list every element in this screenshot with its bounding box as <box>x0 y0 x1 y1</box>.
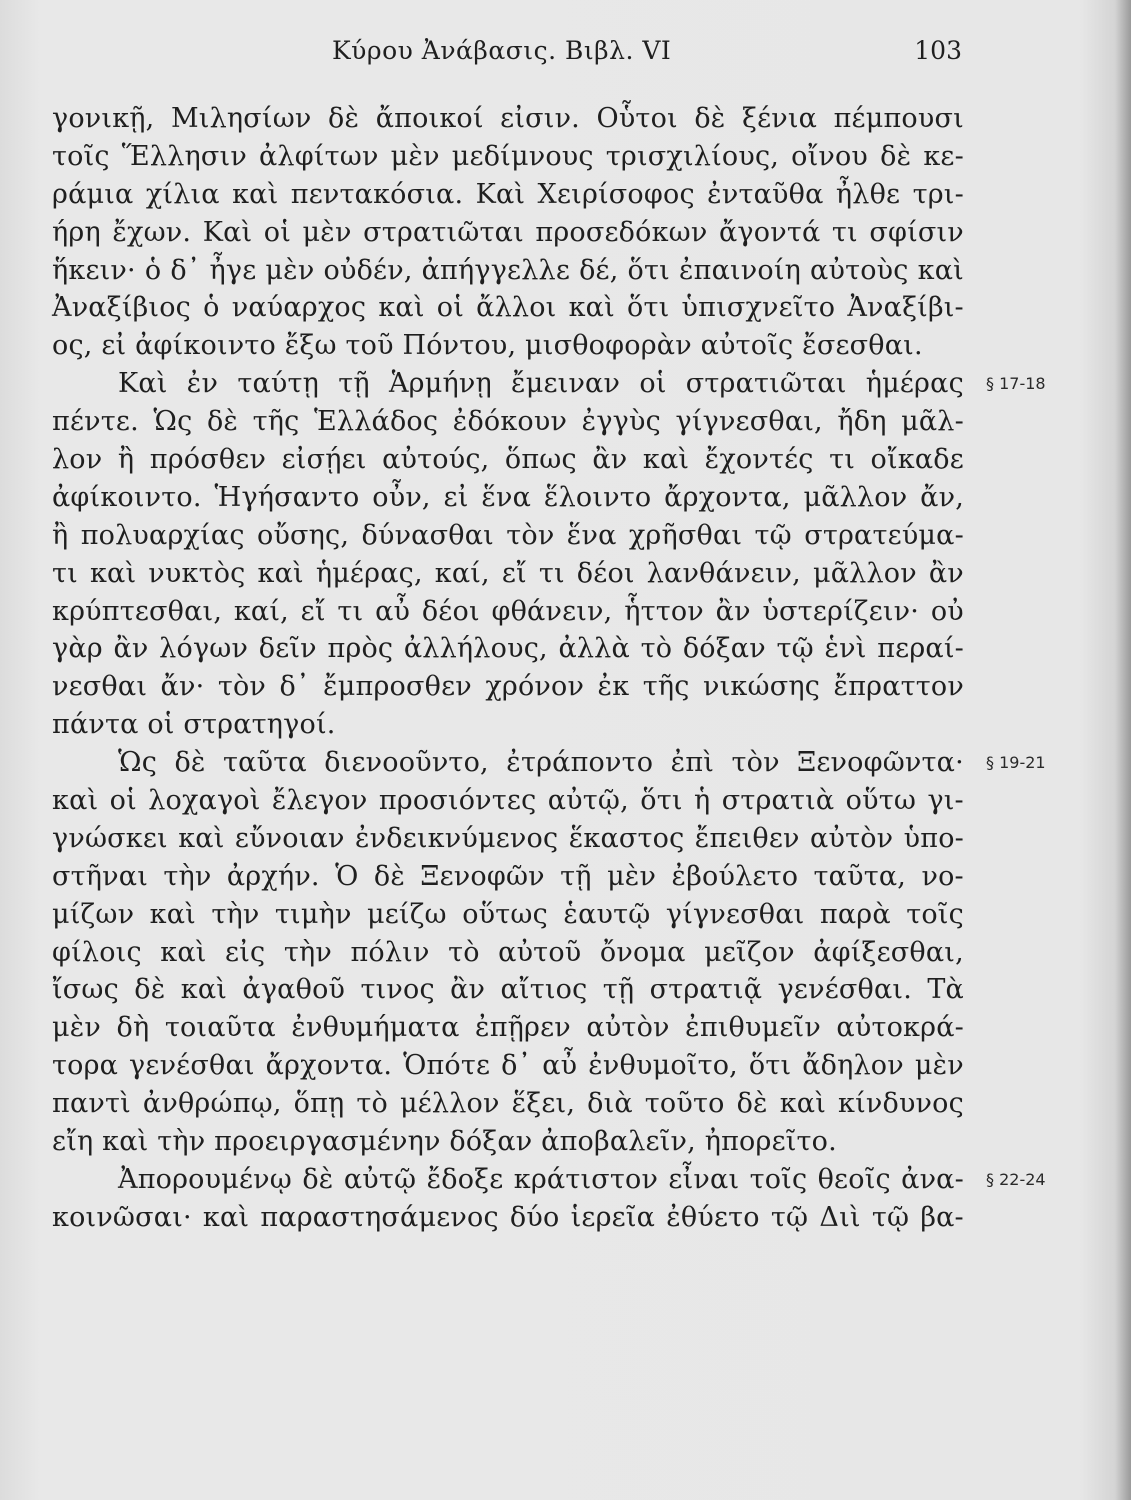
text-line: φίλοις καὶ εἰς τὴν πόλιν τὸ αὐτοῦ ὄνομα μεῖζον ἀφίξεσθαι, <box>52 936 964 968</box>
text-line: μίζων καὶ τὴν τιμὴν μείζω οὕτως ἑαυτῷ γίγνεσθαι παρὰ τοῖς <box>52 898 964 930</box>
text-line: ἀφίκοιντο. Ἡγήσαντο οὖν, εἰ ἕνα ἕλοιντο ἄρχοντα, μᾶλλον ἄν, <box>52 481 964 513</box>
text-line: ἴσως δὲ καὶ ἀγαθοῦ τινος ἂν αἴτιος τῇ στρατιᾷ γενέσθαι. Τὰ <box>52 974 964 1006</box>
text-line: πάντα οἱ στρατηγοί. <box>52 709 336 741</box>
text-line: τι καὶ νυκτὸς καὶ ἡμέρας, καί, εἴ τι δέοι λανθάνειν, μᾶλλον ἂν <box>52 557 964 589</box>
running-title: Κύρου Ἀνάβασις. Βιβλ. VI <box>332 36 672 65</box>
section-marker: § 17-18 <box>986 374 1046 394</box>
text-line: ἥκειν· ὁ δ᾽ ἦγε μὲν οὐδέν, ἀπήγγελλε δέ, ὅτι ἐπαινοίη αὐτοὺς καὶ <box>52 254 964 286</box>
text-line: γὰρ ἂν λόγων δεῖν πρὸς ἀλλήλους, ἀλλὰ τὸ δόξαν τῷ ἑνὶ περαί- <box>52 633 964 665</box>
section-marker: § 22-24 <box>986 1170 1046 1190</box>
text-line: Ἀπορουμένῳ δὲ αὐτῷ ἔδοξε κράτιστον εἶναι τοῖς θεοῖς ἀνα- <box>118 1163 964 1195</box>
body-text <box>52 100 964 1237</box>
text-line: παντὶ ἀνθρώπῳ, ὅπῃ τὸ μέλλον ἕξει, διὰ τοῦτο δὲ καὶ κίνδυνος <box>52 1088 964 1120</box>
text-line: εἴη καὶ τὴν προειργασμένην δόξαν ἀποβαλεῖν, ἠπορεῖτο. <box>52 1126 837 1158</box>
text-line: πέντε. Ὡς δὲ τῆς Ἑλλάδος ἐδόκουν ἐγγὺς γίγνεσθαι, ἤδη μᾶλ- <box>52 406 964 438</box>
running-header <box>52 36 962 70</box>
text-line: καὶ οἱ λοχαγοὶ ἔλεγον προσιόντες αὐτῷ, ὅτι ἡ στρατιὰ οὕτω γι- <box>52 785 964 817</box>
text-line: κοινῶσαι· καὶ παραστησάμενος δύο ἱερεῖα ἐθύετο τῷ Διὶ τῷ βα- <box>52 1201 964 1233</box>
text-line: Ἀναξίβιος ὁ ναύαρχος καὶ οἱ ἄλλοι καὶ ὅτι ὑπισχνεῖτο Ἀναξίβι- <box>52 292 964 324</box>
page-number: 103 <box>914 36 962 65</box>
text-line: γνώσκει καὶ εὔνοιαν ἐνδεικνύμενος ἕκαστος ἔπειθεν αὐτὸν ὑπο- <box>52 822 964 854</box>
text-line: Καὶ ἐν ταύτῃ τῇ Ἁρμήνῃ ἔμειναν οἱ στρατιῶται ἡμέρας <box>118 368 964 400</box>
text-line: κρύπτεσθαι, καί, εἴ τι αὖ δέοι φθάνειν, ἧττον ἂν ὑστερίζειν· οὐ <box>52 595 964 627</box>
text-line: τοῖς Ἕλλησιν ἀλφίτων μὲν μεδίμνους τρισχιλίους, οἴνου δὲ κε- <box>52 140 964 172</box>
text-line: νεσθαι ἄν· τὸν δ᾽ ἔμπροσθεν χρόνον ἐκ τῆς νικώσης ἔπραττον <box>52 671 964 703</box>
text-line: λον ἢ πρόσθεν εἰσῄει αὐτούς, ὅπως ἂν καὶ ἔχοντές τι οἴκαδε <box>52 444 964 476</box>
text-line: ήρη ἔχων. Καὶ οἱ μὲν στρατιῶται προσεδόκων ἄγοντά τι σφίσιν <box>52 216 964 248</box>
text-line: τορα γενέσθαι ἄρχοντα. Ὁπότε δ᾽ αὖ ἐνθυμοῖτο, ὅτι ἄδηλον μὲν <box>52 1050 964 1082</box>
text-line: ράμια χίλια καὶ πεντακόσια. Καὶ Χειρίσοφος ἐνταῦθα ἦλθε τρι- <box>52 178 964 210</box>
text-line: στῆναι τὴν ἀρχήν. Ὁ δὲ Ξενοφῶν τῇ μὲν ἐβούλετο ταῦτα, νο- <box>52 860 964 892</box>
text-line: γονικῇ, Μιλησίων δὲ ἄποικοί εἰσιν. Οὗτοι δὲ ξένια πέμπουσι <box>52 103 964 134</box>
text-line: ἢ πολυαρχίας οὔσης, δύνασθαι τὸν ἕνα χρῆσθαι τῷ στρατεύμα- <box>52 519 964 551</box>
section-marker: § 19-21 <box>986 753 1046 773</box>
text-line: μὲν δὴ τοιαῦτα ἐνθυμήματα ἐπῇρεν αὐτὸν ἐπιθυμεῖν αὐτοκρά- <box>52 1012 964 1044</box>
text-line: ος, εἰ ἀφίκοιντο ἔξω τοῦ Πόντου, μισθοφορὰν αὐτοῖς ἔσεσθαι. <box>52 330 923 362</box>
text-line: Ὡς δὲ ταῦτα διενοοῦντο, ἐτράποντο ἐπὶ τὸν Ξενοφῶντα· <box>118 747 964 779</box>
